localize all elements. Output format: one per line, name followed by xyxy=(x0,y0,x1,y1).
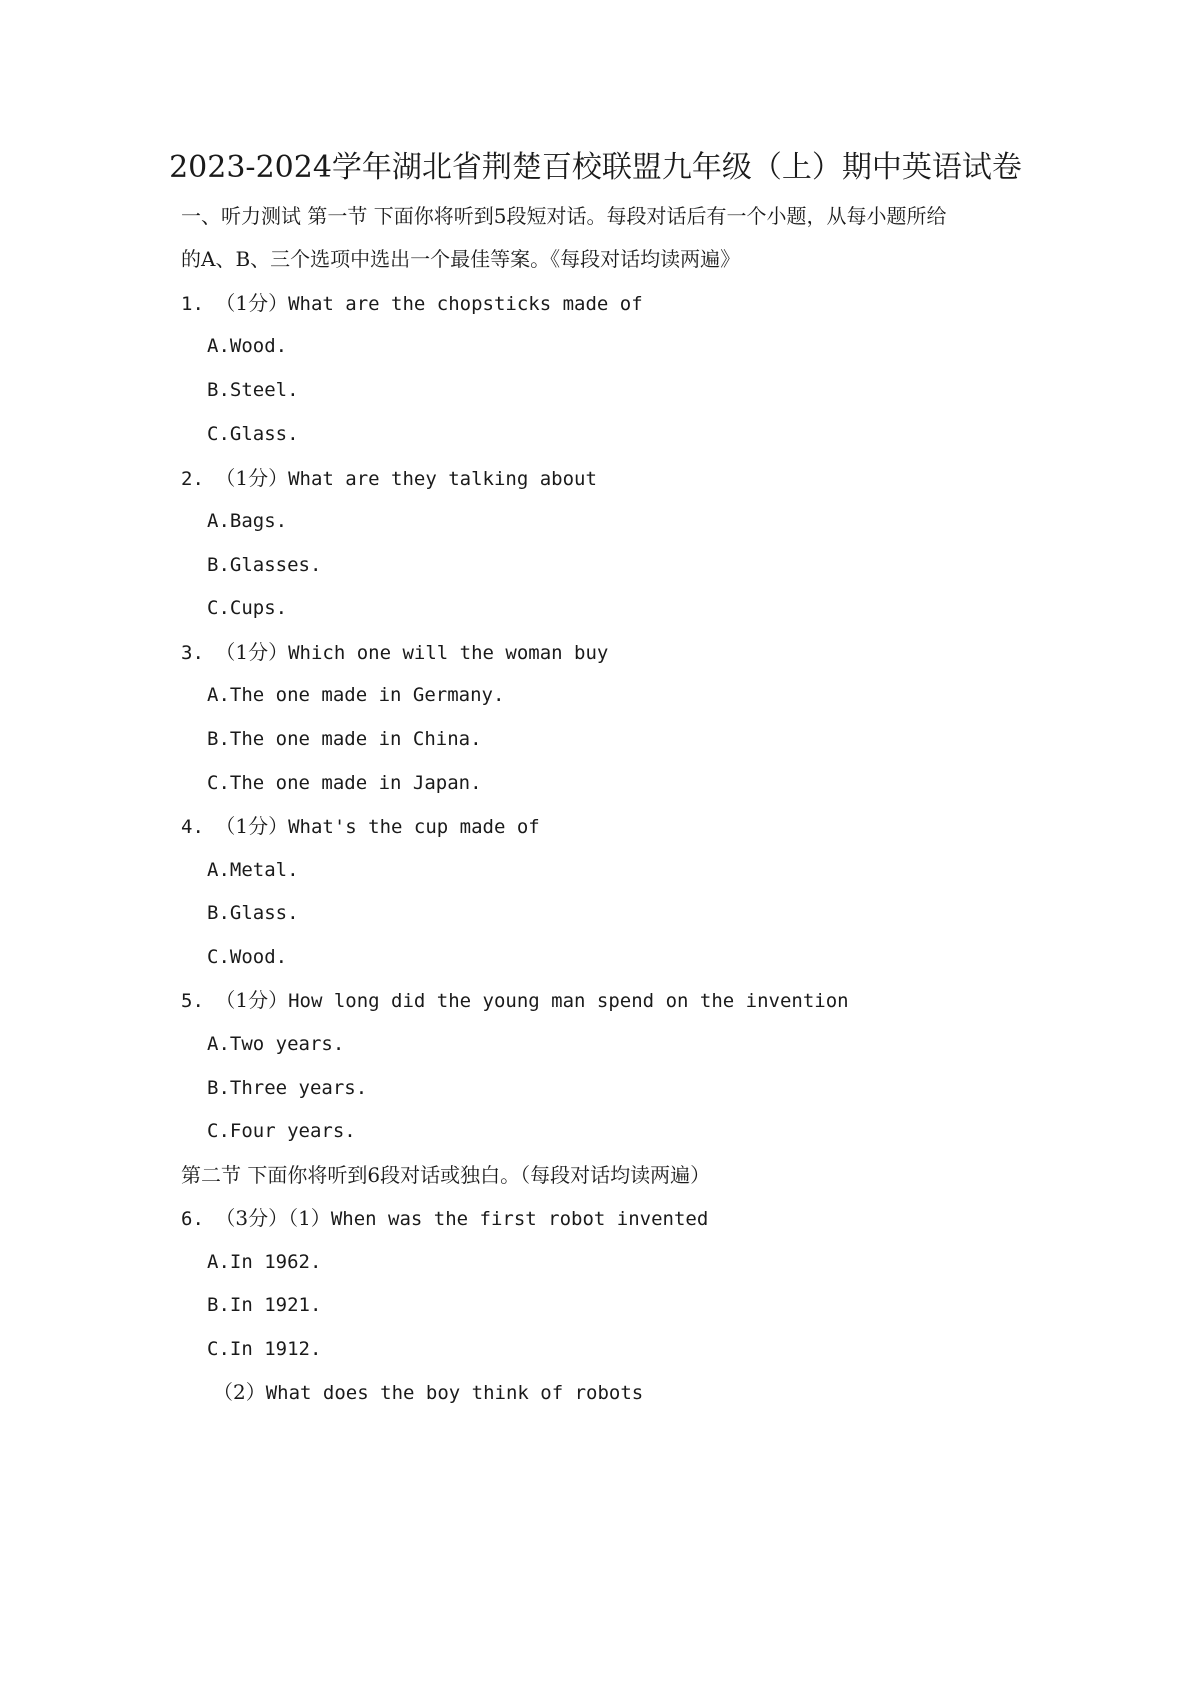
question-score: （1分） xyxy=(215,466,289,490)
question-number: 6. xyxy=(181,1208,204,1230)
option-6c: C.In 1912. xyxy=(207,1338,322,1360)
question-1 xyxy=(181,288,643,319)
option-5b: B.Three years. xyxy=(207,1077,368,1099)
question-text: How long did the young man spend on the invention xyxy=(288,990,849,1012)
question-score: （1分） xyxy=(215,814,289,838)
question-text: What's the cup made of xyxy=(288,816,540,838)
question-3 xyxy=(181,637,608,668)
option-5c: C.Four years. xyxy=(207,1120,356,1142)
question-number: 3. xyxy=(181,642,204,664)
section1-heading-line2: 的A、B、三个选项中选出一个最佳等案。《每段对话均读两遍》 xyxy=(181,247,741,271)
option-2a: A.Bags. xyxy=(207,510,288,532)
question-number: 1. xyxy=(181,293,204,315)
question-score: （1分） xyxy=(215,291,289,315)
question-6 xyxy=(181,1203,708,1234)
option-6a: A.In 1962. xyxy=(207,1251,322,1273)
question-number: 2. xyxy=(181,468,204,490)
option-3a: A.The one made in Germany. xyxy=(207,684,505,706)
question-4 xyxy=(181,811,540,842)
page-title: 2023-2024学年湖北省荆楚百校联盟九年级（上）期中英语试卷 xyxy=(169,150,1022,185)
question-text: Which one will the woman buy xyxy=(288,642,609,664)
sub-question-label: （2） xyxy=(213,1380,266,1404)
question-5 xyxy=(181,985,849,1016)
question-text: What does the boy think of robots xyxy=(265,1382,644,1404)
question-score: （1分） xyxy=(215,640,289,664)
question-2 xyxy=(181,463,597,494)
question-text: What are the chopsticks made of xyxy=(288,293,643,315)
question-number: 5. xyxy=(181,990,204,1012)
question-text: When was the first robot invented xyxy=(330,1208,709,1230)
option-3b: B.The one made in China. xyxy=(207,728,482,750)
option-4a: A.Metal. xyxy=(207,859,299,881)
option-1a: A.Wood. xyxy=(207,335,288,357)
question-number: 4. xyxy=(181,816,204,838)
section2-heading: 第二节 下面你将听到6段对话或独白。（每段对话均读两遍） xyxy=(181,1163,711,1187)
option-4b: B.Glass. xyxy=(207,902,299,924)
section1-heading-line1: 一、听力测试 第一节 下面你将听到5段短对话。每段对话后有一个小题，从每小题所给 xyxy=(181,204,947,228)
question-score: （3分） xyxy=(215,1206,289,1230)
option-3c: C.The one made in Japan. xyxy=(207,772,482,794)
option-6b: B.In 1921. xyxy=(207,1294,322,1316)
option-5a: A.Two years. xyxy=(207,1033,345,1055)
question-6-part-2 xyxy=(213,1377,643,1408)
question-text: What are they talking about xyxy=(288,468,597,490)
question-score: （1分） xyxy=(215,988,289,1012)
option-1b: B.Steel. xyxy=(207,379,299,401)
option-2c: C.Cups. xyxy=(207,597,288,619)
option-2b: B.Glasses. xyxy=(207,554,322,576)
option-4c: C.Wood. xyxy=(207,946,288,968)
sub-question-label: （1） xyxy=(288,1206,331,1230)
option-1c: C.Glass. xyxy=(207,423,299,445)
